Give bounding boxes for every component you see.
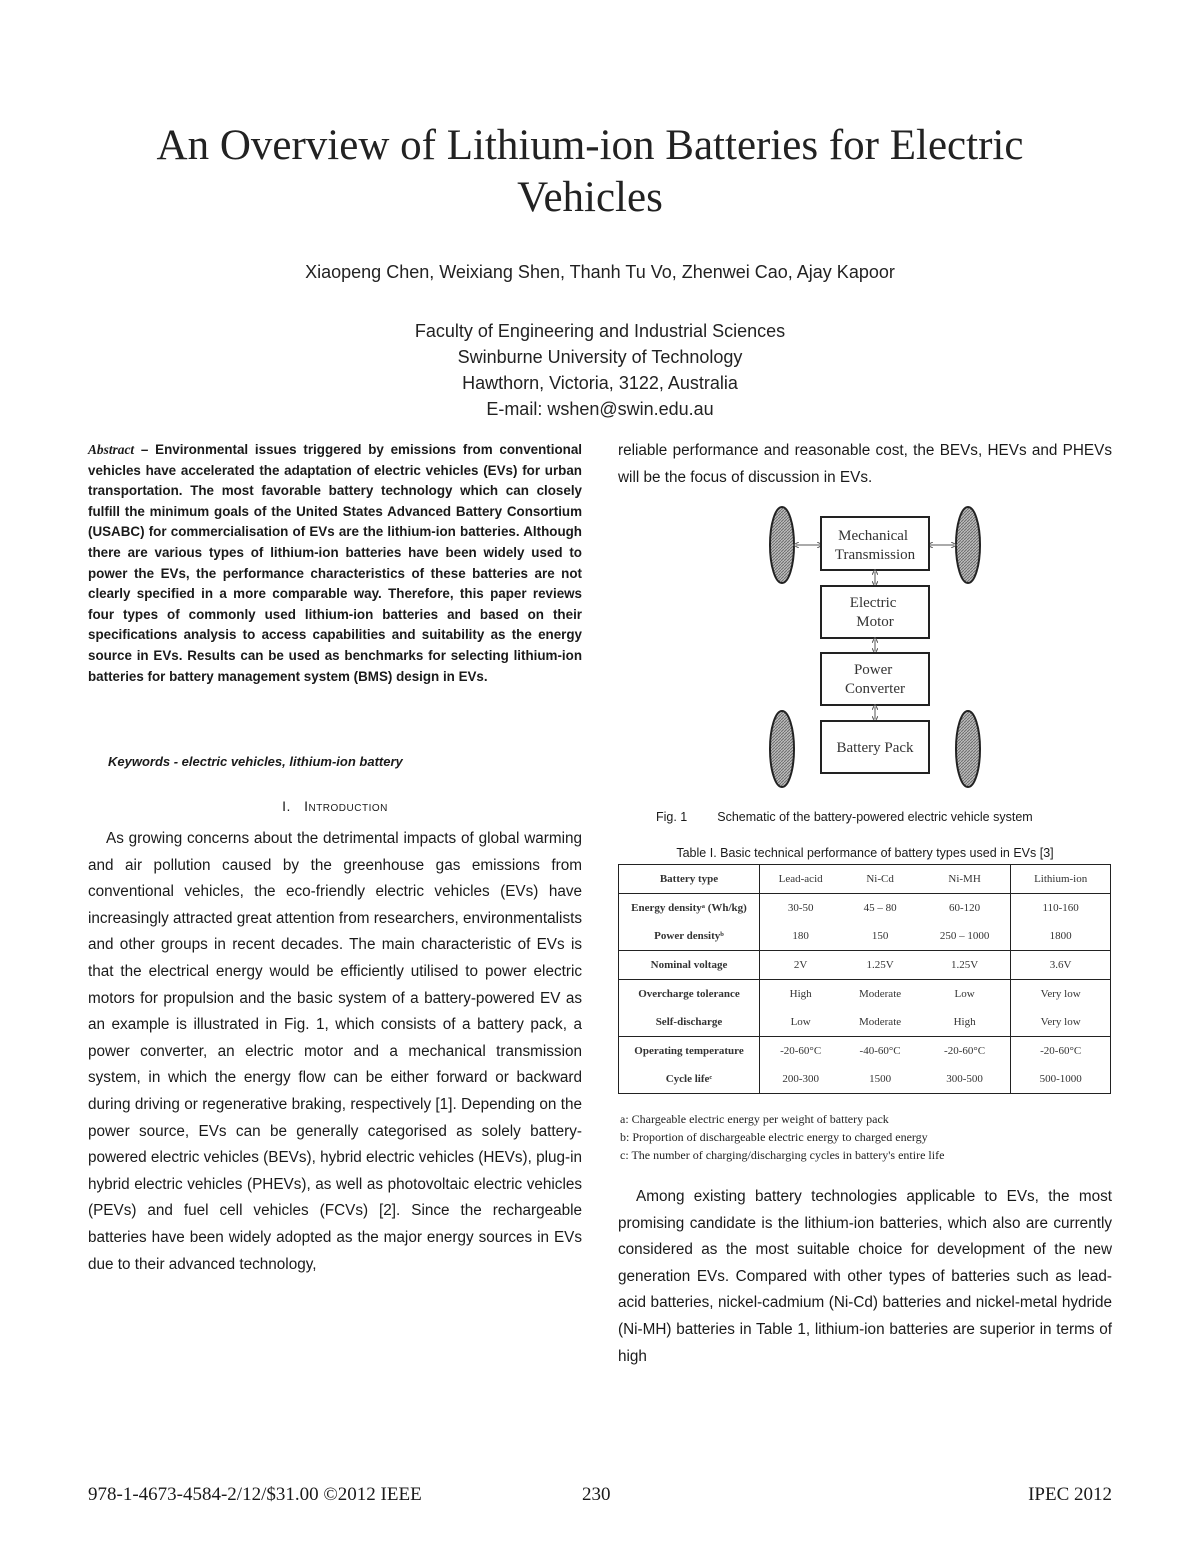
affiliation-email: E-mail: wshen@swin.edu.au: [486, 399, 714, 419]
table-cell: 30-50: [760, 894, 842, 923]
table-cell: 45 – 80: [841, 894, 919, 923]
section-heading: [88, 798, 582, 814]
table-header-cell: Lithium-ion: [1011, 865, 1111, 894]
table-cell: Moderate: [841, 980, 919, 1009]
table-cell: Very low: [1011, 1008, 1111, 1037]
page-number: 230: [582, 1484, 611, 1505]
table-cell: Cycle lifeᶜ: [619, 1065, 760, 1094]
table-caption: Table I. Basic technical performance of battery types used in EVs [3]: [676, 846, 1054, 860]
table-cell: 1500: [841, 1065, 919, 1094]
block-power-converter: [821, 653, 929, 705]
wheel-top-right: [956, 507, 980, 583]
table-cell: 60-120: [919, 894, 1011, 923]
wheel-bottom-left: [770, 711, 794, 787]
table-row: [619, 980, 1111, 1009]
table-notes: [620, 1110, 1110, 1164]
table-cell: 250 – 1000: [919, 922, 1011, 951]
section-number: I.: [282, 798, 291, 814]
table-row: [619, 1008, 1111, 1037]
table-cell: Self-discharge: [619, 1008, 760, 1037]
table-row: [619, 1037, 1111, 1066]
block-label: Mechanical: [838, 528, 909, 544]
intro-paragraph: As growing concerns about the detrimental impacts of global warming and air pollution caused by the greenhouse gas emissions from conventional vehicles, the eco-friendly electric vehicles (EVs) have increasingly attracted great attention from researchers, environmentalists and other groups in recent decades. The main characteristic of EVs is that the electrical energy would be efficiently utilised to power electric motors for propulsion and the basic system of a battery-powered EV as an example is illustrated in Fig. 1, which consists of a battery pack, a power converter, an electric motor and a mechanical transmission system, in which the energy flow can be either forward or backward during driving or regenerative braking, respectively [1]. Depending on the power source, EVs can be generally categorised as solely battery-powered electric vehicles (BEVs), hybrid electric vehicles (HEVs), plug-in hybrid electric vehicles (PHEVs), as well as photovoltaic electric vehicles (PEVs) and fuel cell vehicles (FCVs) [2]. Since the rechargeable batteries have been widely adopted as the major energy sources in EVs due to their advanced technology,: [88, 830, 582, 1273]
block-label: Motor: [856, 614, 894, 630]
abstract: [88, 440, 582, 687]
body-paragraph: Among existing battery technologies applicable to EVs, the most promising candidate is the lithium-ion batteries, which also are currently considered as the most suitable choice for development of the new generation EVs. Compared with other types of batteries such as lead-acid batteries, nickel-cadmium (Ni-Cd) batteries and nickel-metal hydride (Ni-MH) batteries in Table 1, lithium-ion batteries are superior in terms of high: [618, 1188, 1112, 1365]
table-cell: 180: [760, 922, 842, 951]
battery-performance-table: [618, 864, 1111, 1094]
table-cell: High: [919, 1008, 1011, 1037]
table-cell: 200-300: [760, 1065, 842, 1094]
table-row: [619, 894, 1111, 923]
block-label: Power: [853, 662, 893, 678]
table-cell: 500-1000: [1011, 1065, 1111, 1094]
table-row: [619, 1065, 1111, 1094]
affiliation-faculty: Faculty of Engineering and Industrial Sciences: [414, 321, 786, 341]
table-cell: High: [760, 980, 842, 1009]
table-cell: Low: [760, 1008, 842, 1037]
table-cell: Overcharge tolerance: [619, 980, 760, 1009]
table-cell: 1.25V: [841, 951, 919, 980]
table-cell: Very low: [1011, 980, 1111, 1009]
keywords: Keywords - electric vehicles, lithium-ion battery: [108, 754, 403, 769]
table-cell: 110-160: [1011, 894, 1111, 923]
table-cell: 1800: [1011, 922, 1111, 951]
block-label: Transmission: [834, 547, 916, 563]
table-header-cell: Ni-Cd: [841, 865, 919, 894]
abstract-label: Abstract: [88, 442, 135, 457]
table-cell: -40-60°C: [841, 1037, 919, 1066]
table-header-row: [619, 865, 1111, 894]
table-header-cell: Lead-acid: [760, 865, 842, 894]
table-note: c: The number of charging/discharging cycles in battery's entire life: [620, 1148, 945, 1162]
table-header-cell: Battery type: [619, 865, 760, 894]
table-cell: 2V: [760, 951, 842, 980]
figure-caption: [656, 810, 1116, 824]
affiliation-block: [100, 318, 1100, 422]
block-label: Converter: [845, 681, 905, 697]
table-cell: 1.25V: [919, 951, 1011, 980]
section-title: Introduction: [304, 798, 388, 814]
table-cell: 150: [841, 922, 919, 951]
block-label: Electric: [849, 595, 897, 611]
affiliation-address: Hawthorn, Victoria, 3122, Australia: [462, 373, 738, 393]
figure-label: Fig. 1: [656, 810, 688, 824]
affiliation-university: Swinburne University of Technology: [457, 347, 743, 367]
footer-conference: IPEC 2012: [1028, 1484, 1112, 1505]
ev-system-schematic: [766, 504, 988, 796]
figure-caption-text: Schematic of the battery-powered electric vehicle system: [717, 810, 1033, 824]
wheel-bottom-right: [956, 711, 980, 787]
table-cell: Low: [919, 980, 1011, 1009]
block-electric-motor: [821, 586, 929, 638]
table-row: [619, 922, 1111, 951]
table-cell: Nominal voltage: [619, 951, 760, 980]
abstract-text: – Environmental issues triggered by emissions from conventional vehicles have accelerated the adaptation of electric vehicles (EVs) for urban transportation. The most favorable battery technology which can closely fulfill the minimum goals of the United States Advanced Battery Consortium (USABC) for commercialisation of EVs are the lithium-ion batteries. Although there are various types of lithium-ion batteries have been widely used to power the EVs, the performance characteristics of these batteries are not clearly specified in a more comparable way. Therefore, this paper reviews four types of commonly used lithium-ion batteries and based on their specifications analysis to access capabilities and suitability as the energy source in EVs. Results can be used as benchmarks for selecting lithium-ion batteries for battery management system (BMS) design in EVs.: [88, 442, 582, 684]
table-header-cell: Ni-MH: [919, 865, 1011, 894]
table-cell: Moderate: [841, 1008, 919, 1037]
table-row: [619, 951, 1111, 980]
block-label: Battery Pack: [836, 740, 914, 756]
author-list: Xiaopeng Chen, Weixiang Shen, Thanh Tu Vo, Zhenwei Cao, Ajay Kapoor: [305, 262, 895, 282]
table-note: a: Chargeable electric energy per weight of battery pack: [620, 1112, 889, 1126]
table-cell: -20-60°C: [919, 1037, 1011, 1066]
table-cell: -20-60°C: [1011, 1037, 1111, 1066]
table-note: b: Proportion of dischargeable electric energy to charged energy: [620, 1130, 928, 1144]
table-cell: 3.6V: [1011, 951, 1111, 980]
body-paragraph-continued: reliable performance and reasonable cost, the BEVs, HEVs and PHEVs will be the focus of discussion in EVs.: [618, 442, 1112, 486]
table-cell: Operating temperature: [619, 1037, 760, 1066]
table-cell: Power densityᵇ: [619, 922, 760, 951]
svg-text:Battery Pack: [836, 740, 914, 756]
table-cell: Energy densityᵃ (Wh/kg): [619, 894, 760, 923]
paper-title: An Overview of Lithium-ion Batteries for Electric Vehicles: [156, 122, 1024, 221]
wheel-top-left: [770, 507, 794, 583]
footer-isbn: 978-1-4673-4584-2/12/$31.00 ©2012 IEEE: [88, 1484, 422, 1505]
table-cell: 300-500: [919, 1065, 1011, 1094]
table-cell: -20-60°C: [760, 1037, 842, 1066]
